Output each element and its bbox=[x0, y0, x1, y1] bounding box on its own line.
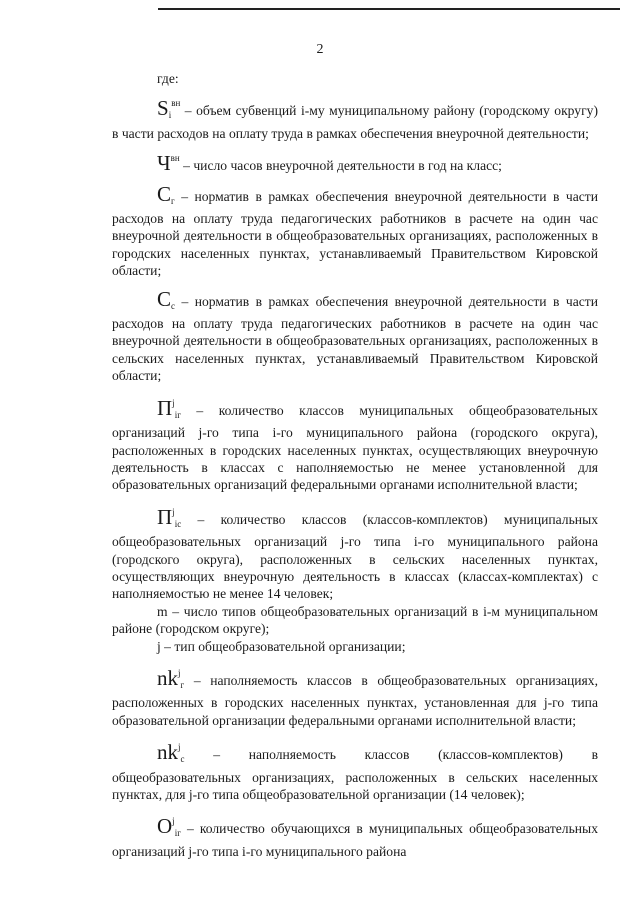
page-number: 2 bbox=[316, 42, 324, 57]
symbol-sup: j bbox=[172, 397, 175, 408]
symbol-sup: j bbox=[172, 816, 175, 827]
symbol: П bbox=[157, 504, 173, 529]
def-text: – количество обучающихся в муниципальных общеобразовательных организаций j-го типа i-го муниципального района bbox=[112, 821, 598, 859]
symbol-sup: вн bbox=[170, 153, 180, 164]
def-ch-vn bbox=[112, 150, 598, 174]
def-nk-s bbox=[112, 739, 598, 803]
def-text: – наполняемость классов (классов-комплектов) в общеобразовательных организациях, расположенных в сельских населенных пунктах, для j-го типа общеобразовательной организации (14 человек); bbox=[112, 747, 599, 802]
def-text: – объем субвенций i-му муниципальному району (городскому округу) в части расходов на оплату труда в рамках обеспечения внеурочной деятельности; bbox=[112, 103, 598, 141]
symbol-sub: с bbox=[180, 754, 185, 765]
symbol-sup: вн bbox=[171, 98, 181, 109]
symbol: Ч bbox=[157, 151, 171, 176]
def-c-s bbox=[112, 286, 598, 385]
def-text: – норматив в рамках обеспечения внеурочной деятельности в части расходов на оплату труда педагогических работников в расчете на один час внеурочной деятельности в общеобразовательных организациях, расположенных в городских населенных пунктах, устанавливаемый Правительством Кировской области; bbox=[112, 188, 598, 279]
top-rule bbox=[158, 8, 620, 10]
symbol: S bbox=[157, 96, 169, 121]
def-o-ig bbox=[112, 813, 598, 860]
symbol-sup: j bbox=[178, 742, 181, 753]
symbol-sub: iг bbox=[174, 828, 181, 839]
def-s-vn bbox=[112, 95, 598, 142]
symbol-sup: j bbox=[172, 506, 175, 517]
def-text: – количество классов муниципальных общеобразовательных организаций j-го типа i-го муниципального района (городского округа), расположенных в городских населенных пунктах, осуществляющих внеурочную деятельность в классах с наполняемостью не менее установленной для образовательных организаций федеральными органами исполнительной власти; bbox=[112, 402, 598, 493]
def-text: – наполняемость классов в общеобразовательных организациях, расположенных в городских населенных пунктах, установленная для j-го типа образовательной организации федеральными органами исполнительной власти; bbox=[112, 672, 598, 728]
def-m: m – число типов общеобразовательных организаций в i-м муниципальном районе (городском округе); bbox=[112, 603, 598, 637]
symbol-sub: с bbox=[171, 300, 176, 311]
symbol: П bbox=[157, 395, 173, 420]
def-text: – норматив в рамках обеспечения внеурочной деятельности в части расходов на оплату труда педагогических работников в расчете на один час внеурочной деятельности в общеобразовательных организациях, расположенных в сельских населенных пунктах, устанавливаемый Правительством Кировской области; bbox=[112, 293, 598, 384]
document-body bbox=[112, 70, 598, 860]
def-p-ig bbox=[112, 395, 598, 494]
def-j: j – тип общеобразовательной организации; bbox=[157, 638, 406, 654]
where-label: где: bbox=[157, 71, 179, 86]
def-nk-g bbox=[112, 665, 598, 729]
symbol-sub: iс bbox=[174, 518, 182, 529]
def-p-is bbox=[112, 504, 598, 603]
symbol: nk bbox=[157, 665, 178, 690]
symbol: nk bbox=[157, 740, 178, 765]
symbol-sub: г bbox=[171, 195, 175, 206]
symbol: С bbox=[157, 181, 172, 206]
def-c-g bbox=[112, 181, 598, 280]
symbol-sub: iг bbox=[174, 409, 181, 420]
symbol: С bbox=[157, 286, 172, 311]
symbol-sub: i bbox=[168, 110, 172, 121]
symbol: O bbox=[157, 814, 173, 839]
def-text: – количество классов (классов-комплектов) муниципальных общеобразовательных организаций j-го типа i-го муниципального района (городского округа), расположенных в сельских населенных пунктах, осуществляющих внеурочную деятельность в классах (классах-комплектах) с наполняемостью не менее 14 человек; bbox=[112, 511, 598, 602]
def-text: – число часов внеурочной деятельности в год на класс; bbox=[183, 158, 502, 174]
symbol-sub: г bbox=[180, 679, 185, 690]
symbol-sup: j bbox=[178, 667, 181, 678]
